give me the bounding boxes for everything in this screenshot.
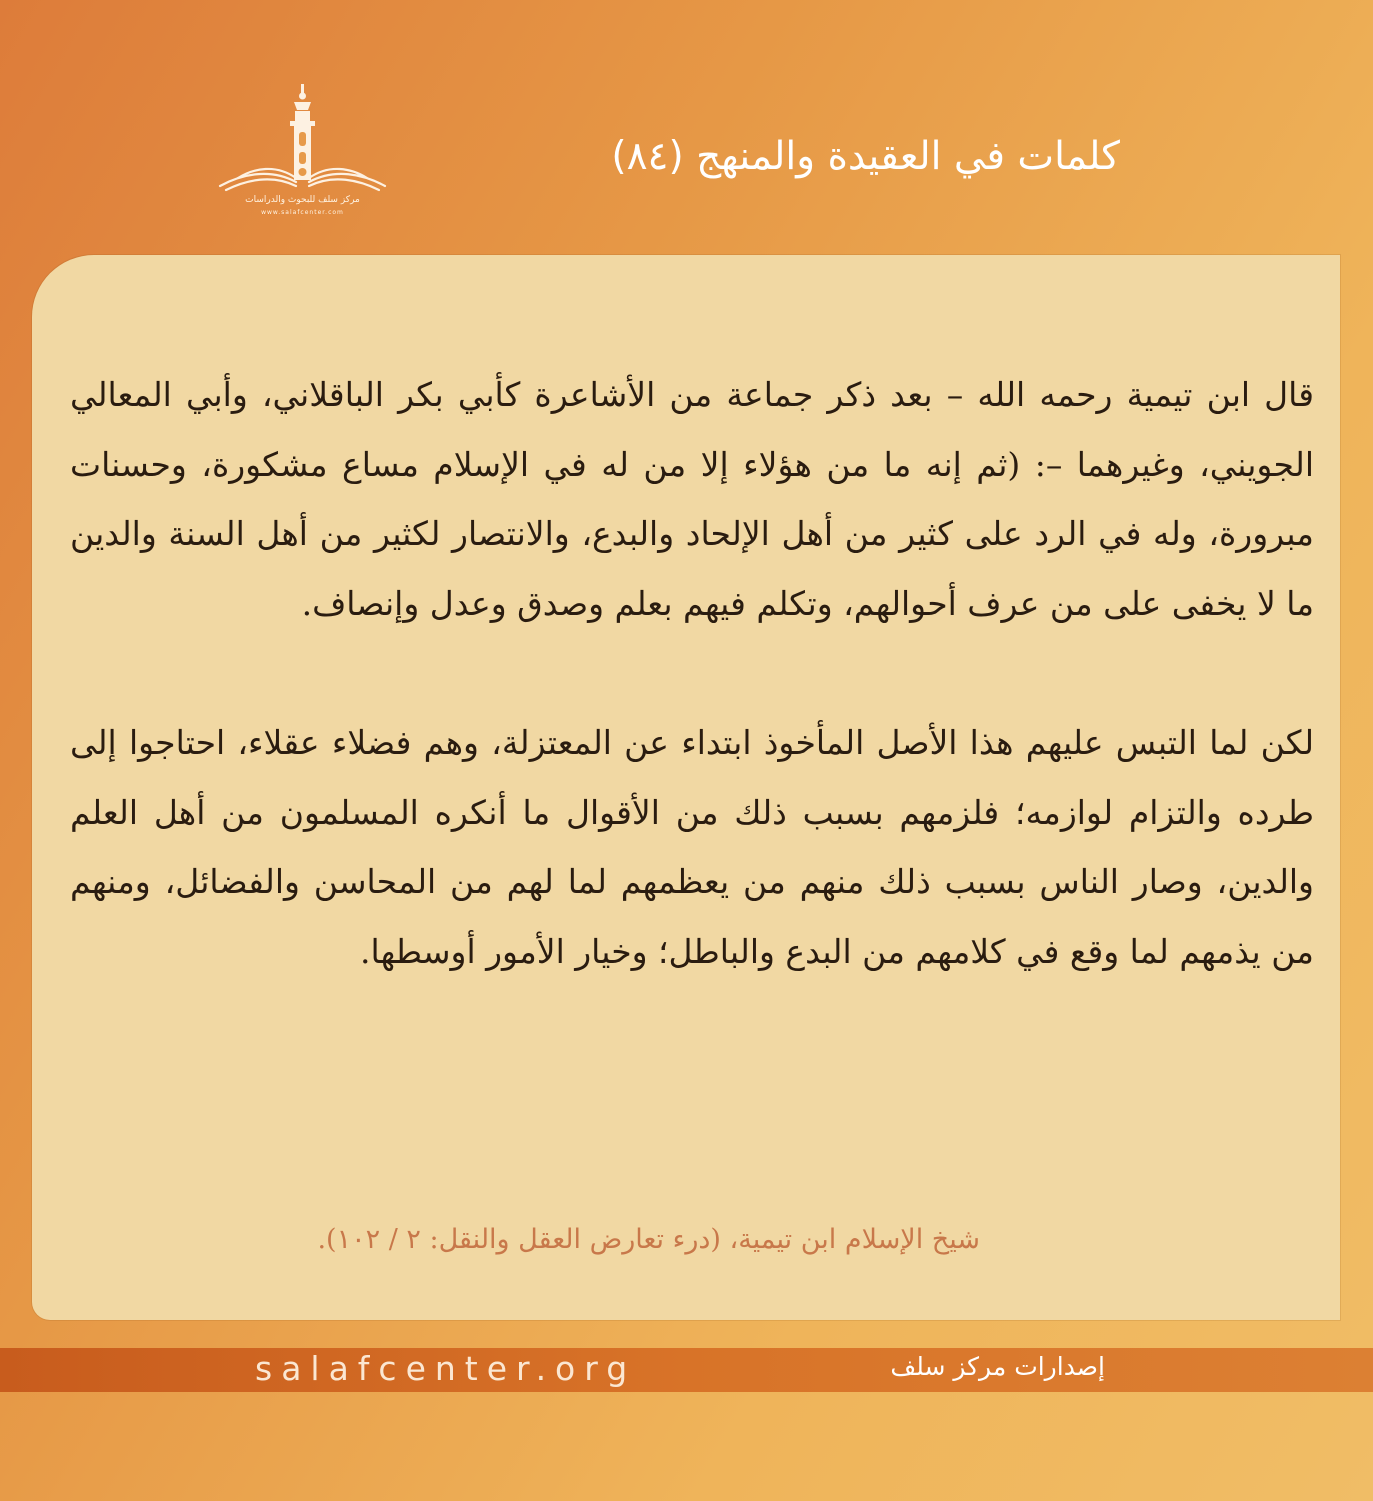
- minaret-book-logo-icon: [210, 82, 395, 197]
- footer-band: [0, 1348, 1373, 1392]
- salaf-center-logo: [210, 82, 395, 222]
- footer-website-link[interactable]: salafcenter.org: [255, 1349, 637, 1388]
- footer-publisher: إصدارات مركز سلف: [890, 1352, 1105, 1381]
- logo-url-text: www.salafcenter.com: [261, 209, 344, 216]
- quote-paragraph-1: قال ابن تيمية رحمه الله – بعد ذكر جماعة من الأشاعرة كأبي بكر الباقلاني، وأبي المعالي الجويني، وغيرهما –: (ثم إنه ما من هؤلاء إلا من له في الإسلام مساع مشكورة، وحسنات مبرورة، وله في الرد على كثير من أهل الإلحاد والبدع، والانتصار لكثير من أهل السنة والدين ما لا يخفى على من عرف أحوالهم، وتكلم فيهم بعلم وصدق وعدل وإنصاف.: [70, 375, 1314, 623]
- source-citation: شيخ الإسلام ابن تيمية، (درء تعارض العقل والنقل: ٢ / ١٠٢).: [317, 1224, 980, 1255]
- quote-body: [70, 360, 1314, 986]
- quote-paragraph-2: لكن لما التبس عليهم هذا الأصل المأخوذ ابتداء عن المعتزلة، وهم فضلاء عقلاء، احتاجوا إلى طرده والتزام لوازمه؛ فلزمهم بسبب ذلك من الأقوال ما أنكره المسلمون من أهل العلم والدين، وصار الناس بسبب ذلك منهم من يعظمهم لما لهم من المحاسن والفضائل، ومنهم من يذمهم لما وقع في كلامهم من البدع والباطل؛ وخيار الأمور أوسطها.: [70, 723, 1314, 971]
- logo-name-text: مركز سلف للبحوث والدراسات: [245, 195, 360, 205]
- paragraph-spacer: [70, 638, 1314, 708]
- page-title: كلمات في العقيدة والمنهج (٨٤): [611, 134, 1120, 179]
